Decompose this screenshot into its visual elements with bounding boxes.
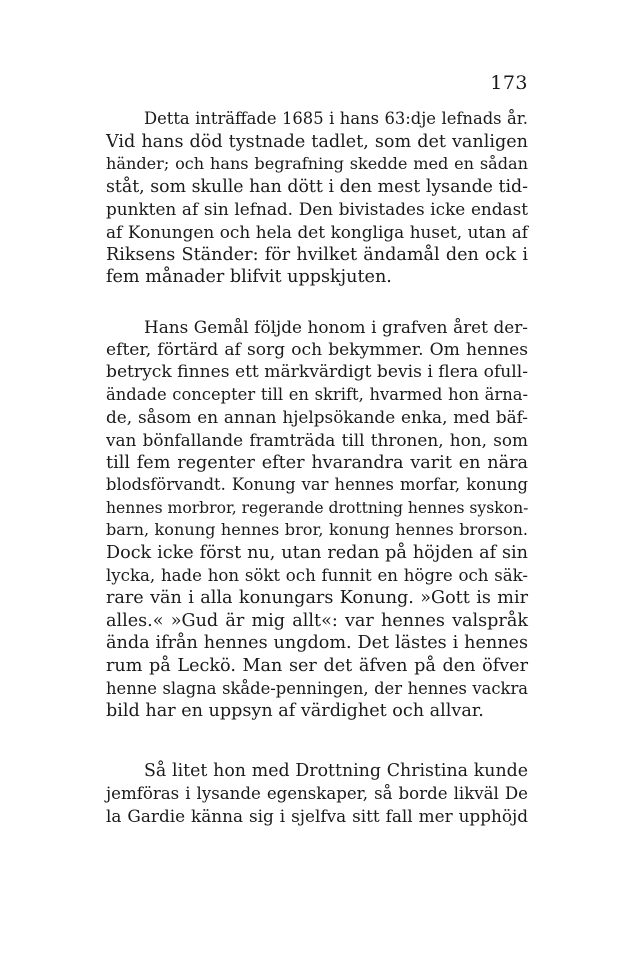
text-line: rare vän i alla konungars Konung. »Gott is mir [106,588,528,609]
text-line: la Gardie känna sig i sjelfva sitt fall mer upphöjd [106,806,528,827]
text-line: jemföras i lysande egenskaper, så borde likväl De [106,783,528,803]
text-line: Så litet hon med Drottning Christina kunde [144,761,528,781]
text-line: betryck finnes ett märkvärdigt bevis i flera ofull- [106,362,528,383]
text-line: efter, förtärd af sorg och bekymmer. Om hennes [106,339,528,360]
text-line: ändade concepter till en skrift, hvarmed hon ärna- [106,384,528,404]
text-line: alles.« »Gud är mig allt«: var hennes valspråk [106,610,528,631]
text-line: bild har en uppsyn af värdighet och allvar. [106,701,484,722]
paragraph-2 [106,316,528,723]
text-line: ända ifrån hennes ungdom. Det lästes i hennes [106,633,528,654]
paragraph-3 [106,760,528,828]
text-line: hennes morbror, regerande drottning hennes syskon- [106,498,529,517]
text-line: barn, konung hennes bror, konung hennes brorson. [106,520,528,540]
text-line: rum på Leckö. Man ser det äfven på den öfver [106,655,528,676]
paragraph-1 [106,108,528,289]
text-line: de, såsom en annan hjelpsökande enka, med bäf- [106,407,528,428]
text-line: blodsförvandt. Konung var hennes morfar, konung [106,475,528,495]
text-line: henne slagna skåde-penningen, der hennes vackra [106,678,528,698]
text-line: punkten af sin lefnad. Den bivistades icke endast [106,199,528,220]
text-line: till fem regenter efter hvarandra varit en nära [106,452,528,473]
text-line: van bönfallande framträda till thronen, hon, som [106,429,528,450]
text-line: lycka, hade hon sökt och funnit en högre och säk- [106,565,528,585]
text-line: Riksens Ständer: för hvilket ändamål den ock i [106,244,528,265]
text-line: Detta inträffade 1685 i hans 63:dje lefnads år. [144,109,528,128]
text-line: af Konungen och hela det kongliga huset, utan af [106,221,528,242]
page-number: 173 [490,72,528,94]
text-line: Hans Gemål följde honom i grafven året der- [144,317,528,337]
text-line: ståt, som skulle han dött i den mest lysande tid- [106,176,528,197]
text-line: händer; och hans begrafning skedde med en sådan [106,154,528,174]
text-line: Dock icke först nu, utan redan på höjden af sin [106,542,528,563]
text-line: Vid hans död tystnade tadlet, som det vanligen [106,131,528,152]
text-line: fem månader blifvit uppskjuten. [106,267,392,288]
